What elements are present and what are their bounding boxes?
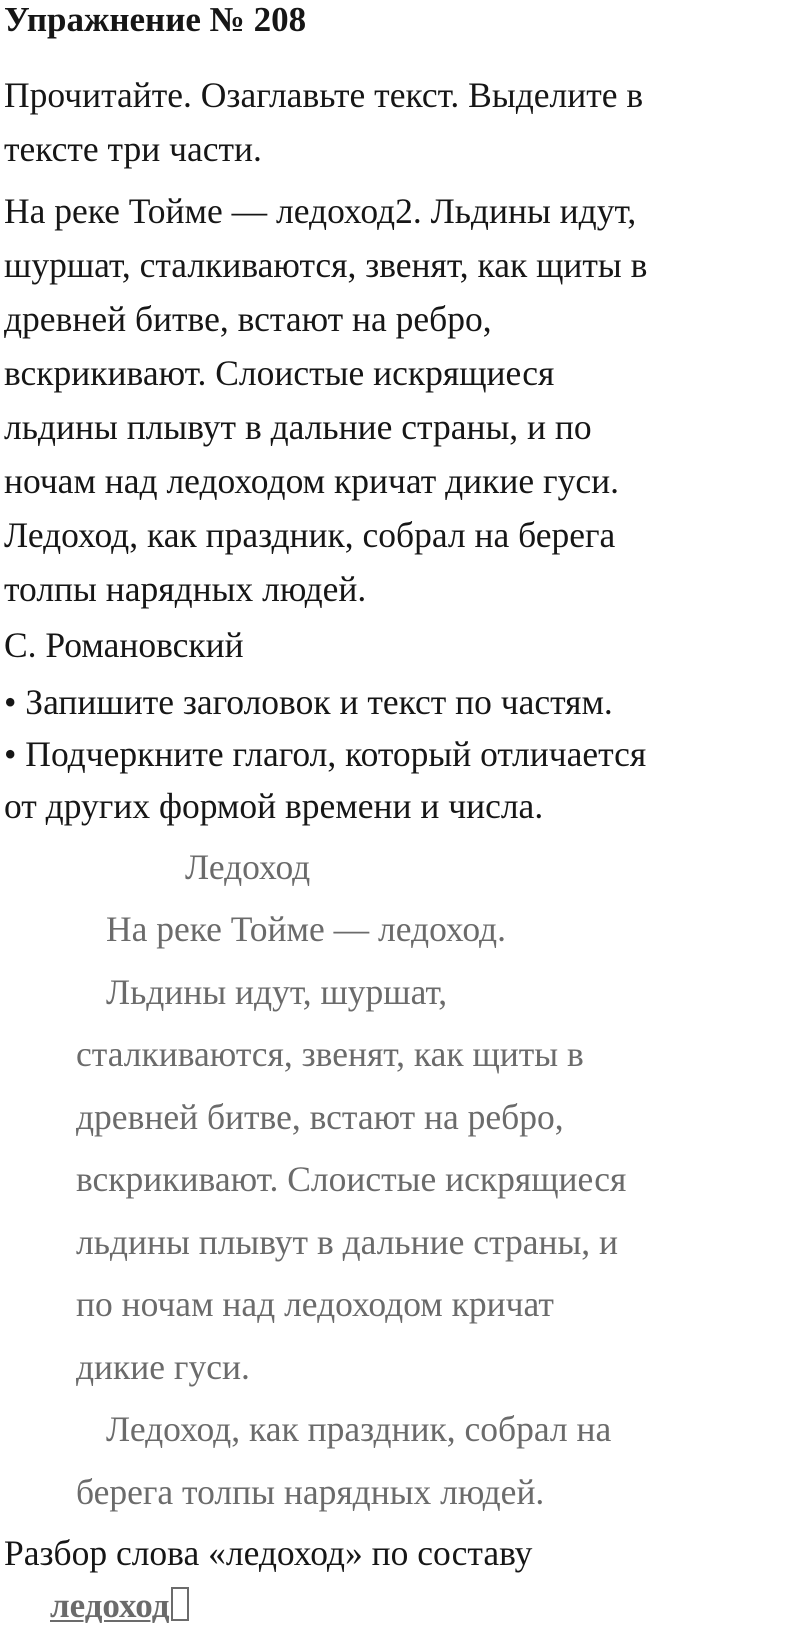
zero-ending-box: [171, 1587, 189, 1621]
text-line: Ледоход, как праздник, собрал на берега: [4, 515, 616, 555]
word-analysis-heading: Разбор слова «ледоход» по составу: [4, 1533, 533, 1573]
text-line: льдины плывут в дальние страны, и по: [4, 407, 592, 447]
task-line: Прочитайте. Озаглавьте текст. Выделите в: [4, 75, 644, 115]
text-line: толпы нарядных людей.: [4, 569, 367, 609]
answer-line: Ледоход, как праздник, собрал на: [106, 1409, 612, 1449]
answer-line: по ночам над ледоходом кричат: [76, 1284, 554, 1324]
answer-title: Ледоход: [185, 847, 311, 887]
answer-line: дикие гуси.: [76, 1346, 250, 1387]
bullet-line: • Подчеркните глагол, который отличается: [4, 734, 647, 774]
task-line: тексте три части.: [4, 129, 262, 169]
bullet-instructions: [4, 676, 796, 832]
text-line: вскрикивают. Слоистые искрящиеся: [4, 353, 555, 393]
text-line: На реке Тойме — ледоход2. Льдины идут,: [4, 191, 637, 231]
answer-line: древней битве, встают на ребро,: [76, 1096, 564, 1137]
answer-line: Льдины идут, шуршат,: [106, 971, 448, 1012]
answer-block: [4, 836, 796, 1523]
answer-line: сталкиваются, звенят, как щиты в: [76, 1034, 584, 1074]
bullet-line: • Запишите заголовок и текст по частям.: [4, 682, 613, 722]
page: [4, 0, 796, 1631]
exercise-title: Упражнение № 208: [4, 0, 307, 39]
word-parse: [50, 1581, 796, 1631]
text-author: С. Романовский: [4, 625, 244, 665]
task-instructions: [4, 68, 796, 176]
answer-part-1: На реке Тойме — ледоход.: [106, 909, 506, 949]
bullet-line: от других формой времени и числа.: [4, 786, 544, 826]
parsed-word: ледоход: [50, 1586, 170, 1625]
text-line: шуршат, сталкиваются, звенят, как щиты в: [4, 245, 648, 285]
text-line: древней битве, встают на ребро,: [4, 299, 492, 339]
answer-line: берега толпы нарядных людей.: [76, 1471, 545, 1512]
exercise-text: [4, 184, 796, 616]
text-line: ночам над ледоходом кричат дикие гуси.: [4, 461, 619, 501]
answer-line: льдины плывут в дальние страны, и: [76, 1221, 619, 1262]
answer-line: вскрикивают. Слоистые искрящиеся: [76, 1159, 627, 1199]
